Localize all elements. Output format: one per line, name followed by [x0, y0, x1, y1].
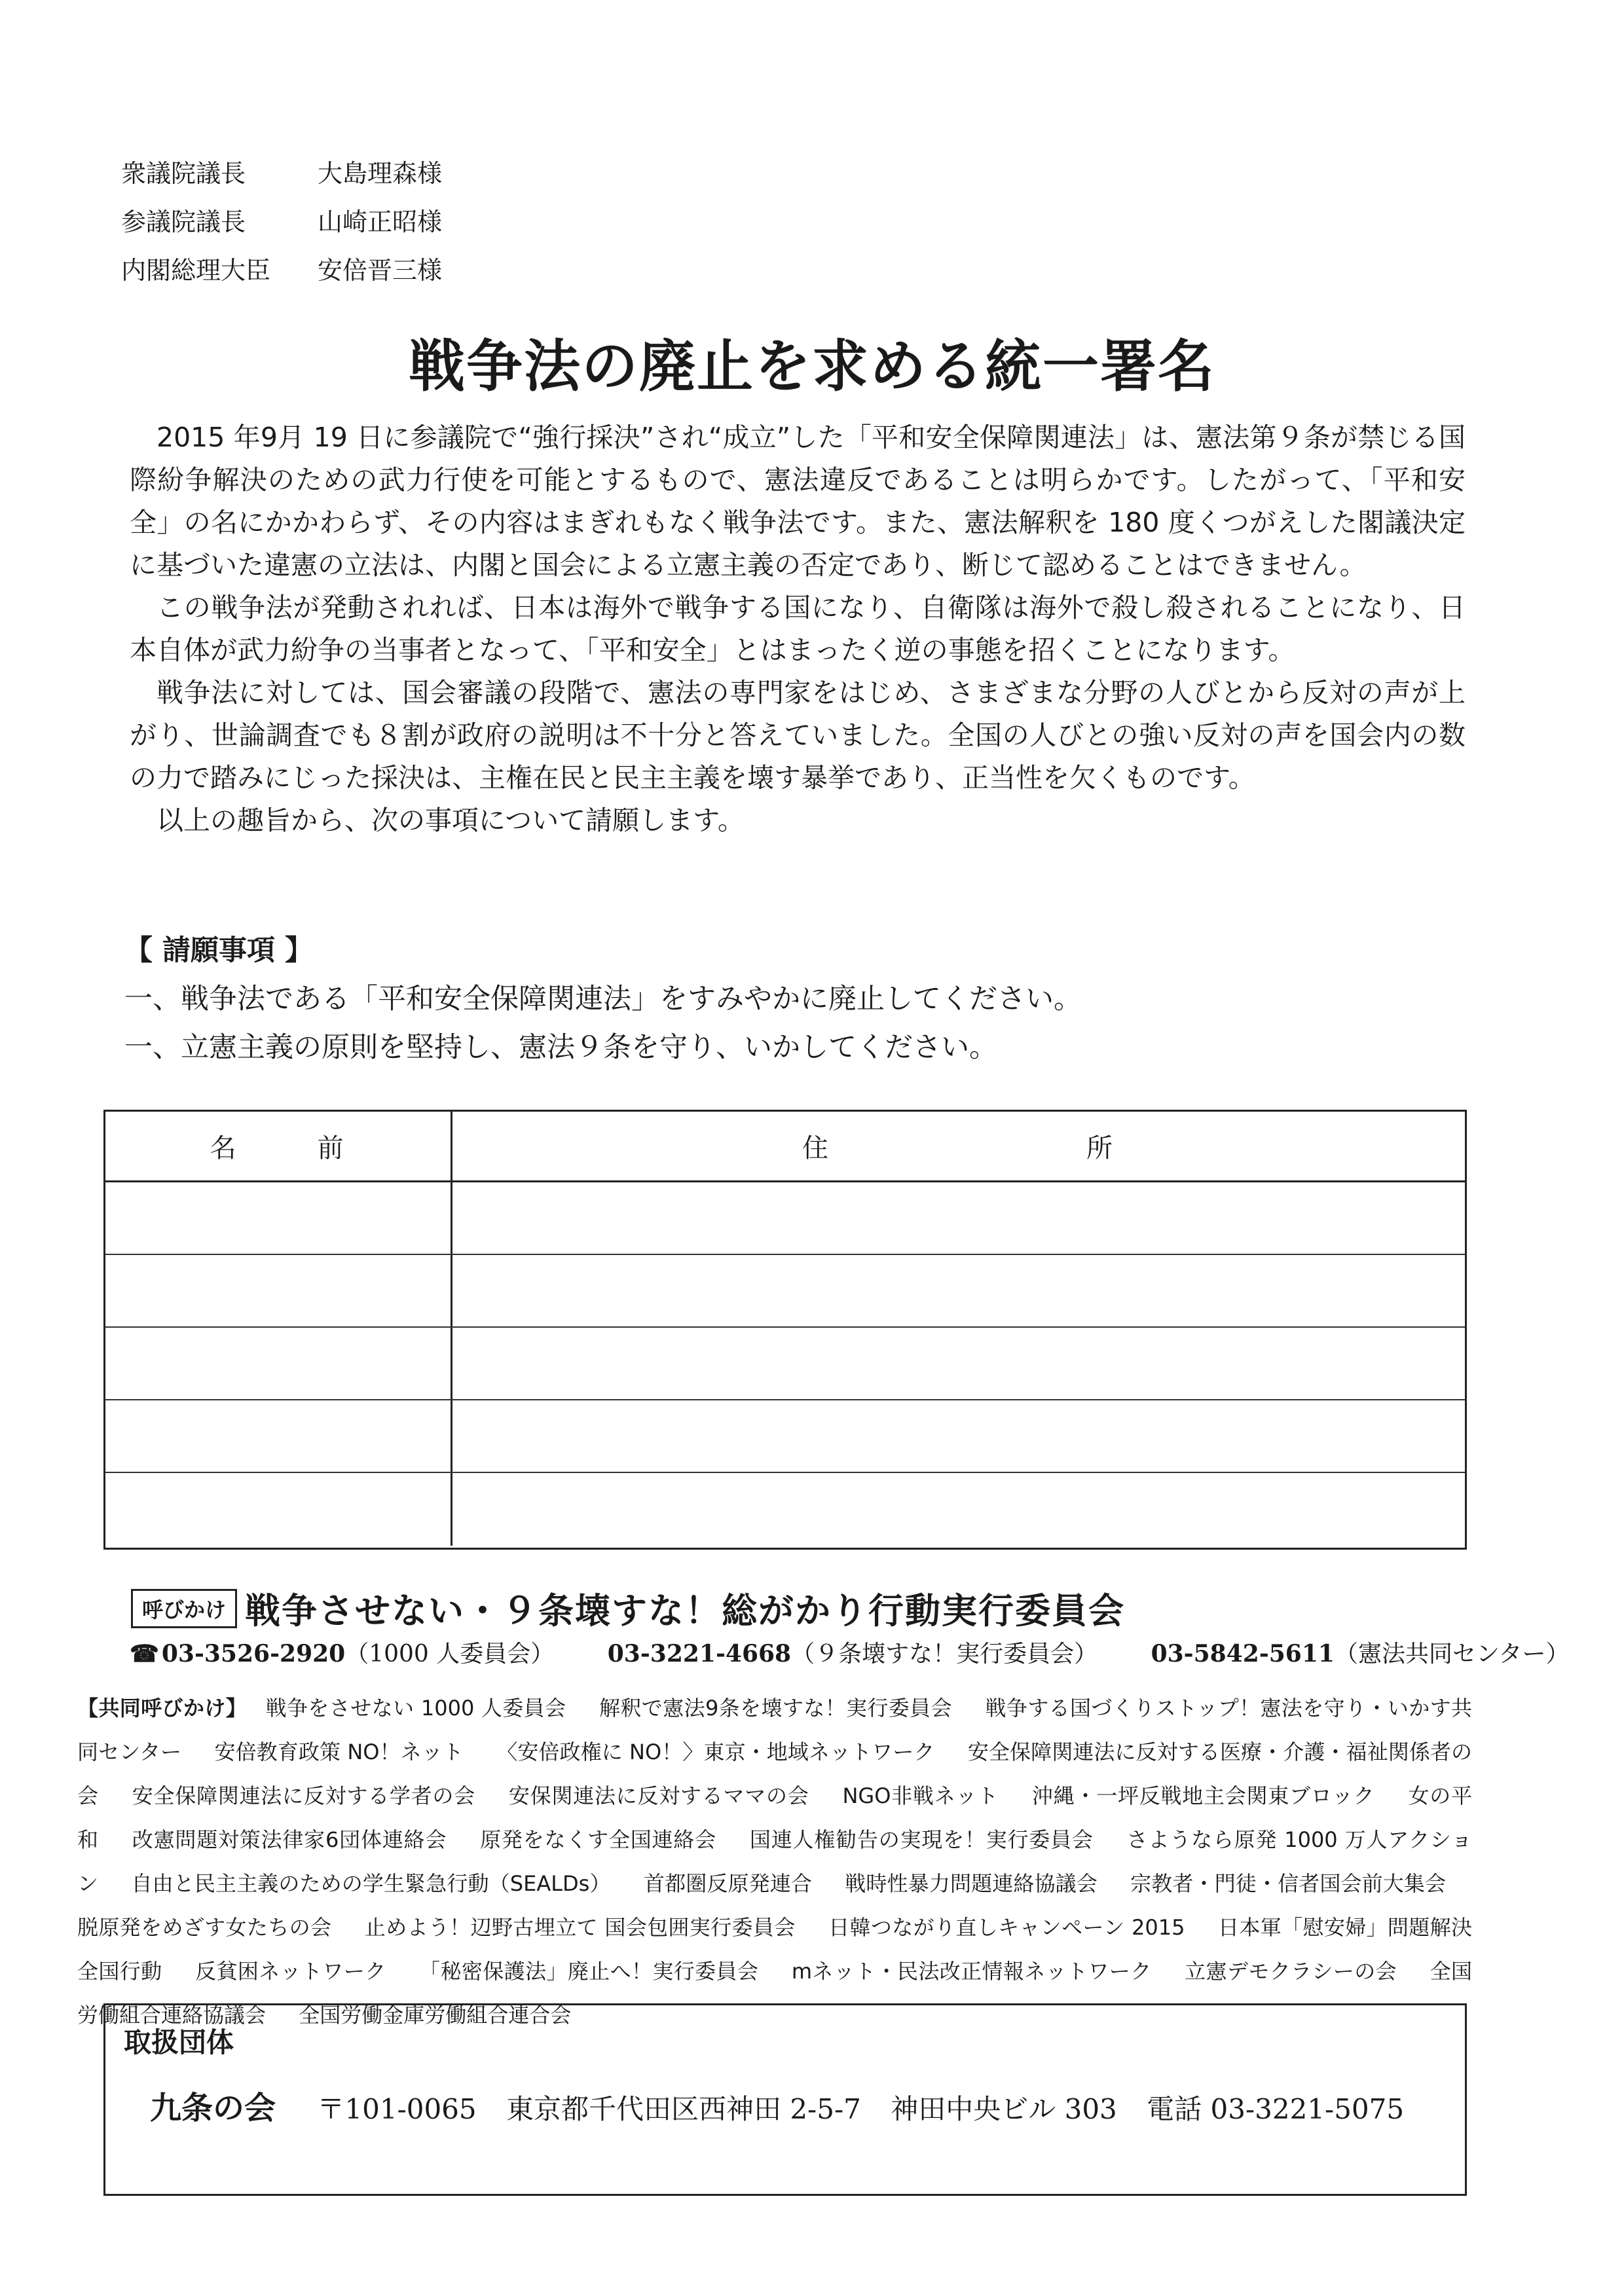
- addressee-role: 衆議院議長: [121, 159, 246, 188]
- joint-caller-group: 宗教者・門徒・信者国会前大集会: [1130, 1871, 1446, 1896]
- phone-number: 03-5842-5611: [1151, 1640, 1335, 1667]
- joint-caller-group: 全国労働金庫労働組合連合会: [299, 2003, 572, 2028]
- name-cell[interactable]: [105, 1182, 452, 1254]
- joint-caller-group: 日本軍「慰安婦」問題解決全国行動: [77, 1915, 1472, 1984]
- petition-body: [130, 416, 1466, 842]
- phone-entry: [608, 1641, 1105, 1667]
- name-column-header: [105, 1112, 452, 1180]
- phone-entry: [1151, 1641, 1570, 1667]
- name-cell[interactable]: [105, 1473, 452, 1546]
- handling-organization-box: [103, 2003, 1467, 2196]
- joint-caller-group: 反貧困ネットワーク: [195, 1959, 386, 1984]
- name-cell[interactable]: [105, 1328, 452, 1399]
- joint-caller-group: 女の平和: [77, 1783, 1472, 1852]
- addressee-list: [121, 149, 442, 295]
- addressee-row: [121, 246, 442, 295]
- joint-caller-group: 戦争をさせない 1000 人委員会: [265, 1696, 566, 1721]
- signature-row: [105, 1328, 1465, 1400]
- caller-badge: 呼びかけ: [131, 1589, 237, 1628]
- joint-caller-group: 安全保障関連法に反対する学者の会: [132, 1783, 475, 1808]
- joint-caller-group: 沖縄・一坪反戦地主会関東ブロック: [1031, 1783, 1375, 1808]
- addressee-role: 参議院議長: [121, 208, 246, 236]
- joint-caller-group: 安全保障関連法に反対する医療・介護・福祉関係者の会: [77, 1740, 1473, 1808]
- petition-heading: 【 請願事項 】: [124, 934, 313, 967]
- name-cell[interactable]: [105, 1255, 452, 1326]
- handler-details: [150, 2083, 1425, 2128]
- joint-caller-group: 解釈で憲法9条を壊すな！実行委員会: [599, 1696, 952, 1721]
- addressee-role: 内閣総理大臣: [121, 256, 271, 285]
- body-paragraph: 2015 年9月 19 日に参議院で“強行採決”され“成立”した「平和安全保障関連法」は、憲法第９条が禁じる国際紛争解決のための武力行使を可能とするもので、憲法違反であることは明らかです。したがって、「平和安全」の名にかかわらず、その内容はまぎれもなく戦争法です。また、憲法解釈を 180 度くつがえした閣議決定に基づいた違憲の立法は、内閣と国会による立憲主義の否定であり、断じて認めることはできません。: [130, 422, 1466, 581]
- body-paragraph: この戦争法が発動されれば、日本は海外で戦争する国になり、自衛隊は海外で殺し殺されることになり、日本自体が武力紛争の当事者となって、「平和安全」とはまったく逆の事態を招くことになります。: [130, 592, 1466, 666]
- petition-items: [111, 926, 1082, 1072]
- joint-callers: [77, 1686, 1472, 2037]
- address-cell[interactable]: [452, 1182, 1465, 1254]
- name-cell[interactable]: [105, 1400, 452, 1472]
- phone-note: （９条壊すな！実行委員会）: [791, 1641, 1098, 1667]
- caller-section: [131, 1583, 1125, 1633]
- joint-caller-group: 「秘密保護法」廃止へ！実行委員会: [419, 1959, 759, 1984]
- phone-note: （1000 人委員会）: [345, 1641, 555, 1667]
- handler-name: 九条の会: [150, 2090, 276, 2126]
- caller-organization: 戦争させない・９条壊すな！総がかり行動実行委員会: [245, 1590, 1126, 1631]
- joint-caller-group: mネット・民法改正情報ネットワーク: [791, 1959, 1152, 1984]
- addressee-row: [121, 198, 442, 246]
- addressee-name: 安倍晋三様: [318, 256, 443, 285]
- signature-table: [103, 1110, 1467, 1550]
- petition-item: 一、戦争法である「平和安全保障関連法」をすみやかに廃止してください。: [124, 983, 1082, 1015]
- joint-caller-group: さようなら原発 1000 万人アクション: [77, 1827, 1473, 1896]
- joint-caller-group: 首都圏反原発連合: [643, 1871, 812, 1896]
- name-header-char: 名: [210, 1133, 239, 1163]
- addressee-name: 大島理森様: [318, 159, 443, 188]
- joint-caller-group: 改憲問題対策法律家6団体連絡会: [132, 1827, 447, 1852]
- joint-caller-group: 立憲デモクラシーの会: [1185, 1959, 1397, 1984]
- joint-caller-group: 国連人権勧告の実現を！実行委員会: [749, 1827, 1094, 1852]
- joint-caller-group: 安倍教育政策 NO！ネット: [214, 1740, 464, 1764]
- signature-table-header: [105, 1112, 1465, 1182]
- handler-address: 東京都千代田区西神田 2-5-7: [506, 2093, 861, 2125]
- joint-caller-group: 止めよう！辺野古埋立て 国会包囲実行委員会: [364, 1915, 796, 1940]
- address-header-char: 所: [1086, 1133, 1115, 1163]
- addressee-name: 山崎正昭様: [318, 208, 443, 236]
- handler-phone: 電話 03-3221-5075: [1147, 2093, 1405, 2125]
- signature-row: [105, 1473, 1465, 1546]
- addressee-row: [121, 149, 442, 198]
- handler-building: 神田中央ビル 303: [891, 2093, 1117, 2125]
- joint-caller-group: 〈安倍政権に NO！〉東京・地域ネットワーク: [496, 1740, 935, 1764]
- address-cell[interactable]: [452, 1328, 1465, 1399]
- handler-postal-code: 〒101-0065: [317, 2093, 477, 2125]
- joint-caller-group: 安保関連法に反対するママの会: [508, 1783, 809, 1808]
- handler-label: 取扱団体: [124, 2026, 234, 2058]
- address-cell[interactable]: [452, 1400, 1465, 1472]
- phone-entry: [130, 1641, 562, 1667]
- joint-caller-group: NGO非戦ネット: [842, 1783, 999, 1808]
- address-header-char: 住: [802, 1133, 831, 1163]
- address-column-header: [452, 1112, 1465, 1180]
- document-title: 戦争法の廃止を求める統一署名: [409, 334, 1215, 399]
- telephone-icon: ☎: [130, 1640, 159, 1667]
- phone-note: （憲法共同センター）: [1334, 1641, 1570, 1667]
- signature-row: [105, 1400, 1465, 1473]
- joint-caller-group: 全国労働組合連絡協議会: [77, 1959, 1472, 2028]
- joint-callers-label: 【共同呼びかけ】: [77, 1696, 248, 1721]
- contact-phones: [130, 1635, 1615, 1669]
- phone-number: 03-3526-2920: [161, 1640, 346, 1667]
- petition-item: 一、立憲主義の原則を堅持し、憲法９条を守り、いかしてください。: [124, 1031, 997, 1064]
- joint-caller-group: 自由と民主主義のための学生緊急行動（SEALDs）: [131, 1871, 611, 1896]
- body-paragraph: 戦争法に対しては、国会審議の段階で、憲法の専門家をはじめ、さまざまな分野の人びとから反対の声が上がり、世論調査でも８割が政府の説明は不十分と答えていました。全国の人びとの強い反対の声を国会内の数の力で踏みにじった採決は、主権在民と民主主義を壊す暴挙であり、正当性を欠くものです。: [130, 677, 1466, 793]
- joint-caller-group: 日韓つながり直しキャンペーン 2015: [828, 1915, 1185, 1940]
- address-cell[interactable]: [452, 1473, 1465, 1546]
- name-header-char: 前: [317, 1133, 346, 1163]
- body-paragraph: 以上の趣旨から、次の事項について請願します。: [157, 805, 745, 836]
- joint-caller-group: 脱原発をめざす女たちの会: [77, 1915, 332, 1940]
- phone-number: 03-3221-4668: [607, 1640, 792, 1667]
- joint-caller-group: 戦時性暴力問題連絡協議会: [845, 1871, 1098, 1896]
- joint-caller-group: 戦争する国づくりストップ！憲法を守り・いかす共同センター: [77, 1696, 1472, 1764]
- signature-row: [105, 1255, 1465, 1328]
- joint-caller-group: 原発をなくす全国連絡会: [480, 1827, 716, 1852]
- signature-row: [105, 1182, 1465, 1255]
- address-cell[interactable]: [452, 1255, 1465, 1326]
